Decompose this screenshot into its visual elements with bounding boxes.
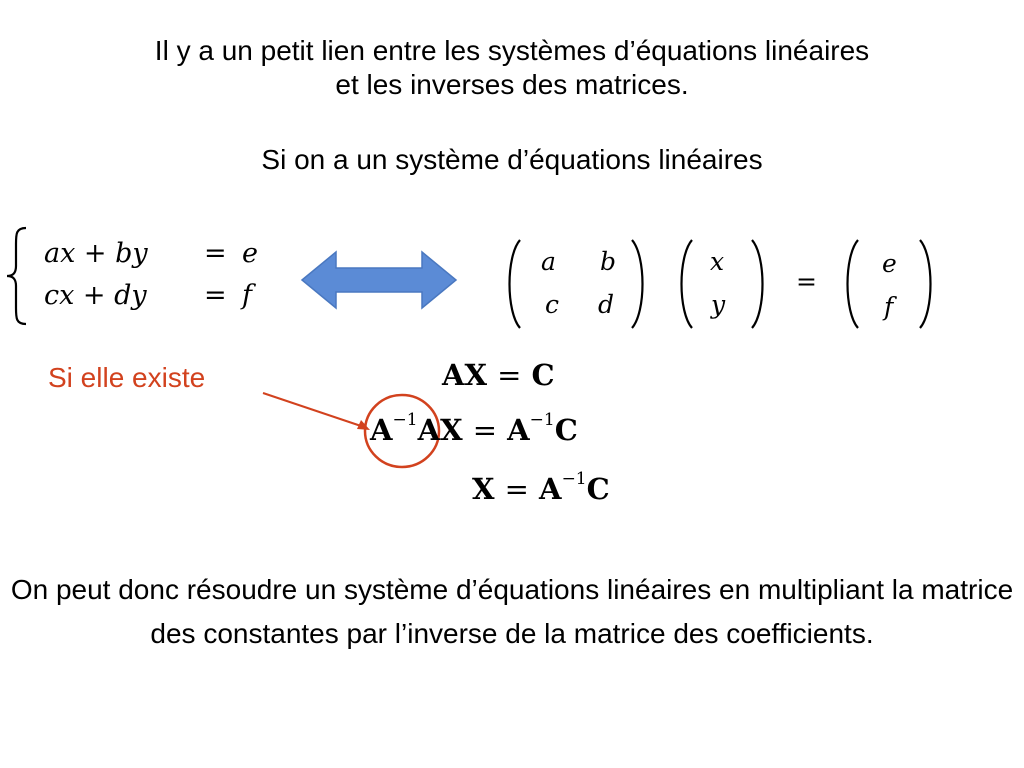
intro-text — [0, 34, 1024, 102]
row1-equals: = — [204, 238, 227, 269]
d1-equals: = — [497, 358, 522, 392]
d1-rhs: C — [531, 358, 555, 392]
d2-exp: −1 — [392, 410, 418, 431]
d1-lhs: AX — [442, 358, 488, 392]
matrix-vars-left-paren — [672, 238, 696, 330]
const-f: f — [884, 292, 894, 321]
matrix-coeff-left-paren — [500, 238, 524, 330]
conclusion-text: On peut donc résoudre un système d’équations linéaires en multipliant la matrice des constantes par l’inverse de la matrice des coefficients. — [10, 574, 1014, 649]
matrix-vars-right-paren — [748, 238, 772, 330]
matrix-equals: = — [796, 267, 817, 296]
coeff-c: c — [545, 290, 560, 319]
d2-rhs-A: A — [507, 413, 530, 447]
coeff-b: b — [600, 247, 617, 276]
matrix-const-left-paren — [838, 238, 862, 330]
coeff-a: a — [541, 247, 556, 276]
row1-lhs: ax + by — [44, 238, 148, 269]
matrix-coeff-right-paren — [628, 238, 652, 330]
row1-rhs: e — [242, 238, 258, 269]
d2-lhs: AX — [417, 413, 463, 447]
intro-line-2: et les inverses des matrices. — [335, 69, 689, 100]
d3-equals: = — [504, 472, 529, 506]
d3-rhs-A: A — [539, 472, 562, 506]
d3-lhs: X — [472, 472, 495, 506]
intro-line-1: Il y a un petit lien entre les systèmes d’équations linéaires — [154, 35, 870, 66]
d3-rhs-C: C — [586, 472, 610, 506]
d2-A: A — [370, 413, 393, 447]
double-arrow-icon — [300, 250, 458, 310]
row2-lhs: cx + dy — [44, 280, 147, 311]
annotation-label: Si elle existe — [48, 362, 206, 393]
row2-equals: = — [204, 280, 227, 311]
matrix-const-right-paren — [916, 238, 940, 330]
row2-rhs: f — [242, 280, 252, 311]
d3-rhs-exp: −1 — [561, 469, 587, 490]
lead-text: Si on a un système d’équations linéaires — [261, 144, 763, 175]
d2-rhs-exp: −1 — [529, 410, 555, 431]
var-y: y — [711, 290, 726, 319]
derivation-line-3 — [472, 469, 610, 506]
const-e: e — [882, 249, 897, 278]
derivation-line-1 — [442, 358, 555, 392]
d2-rhs-C: C — [554, 413, 578, 447]
left-brace — [4, 226, 30, 326]
coeff-d: d — [598, 290, 615, 319]
system-row-1 — [44, 238, 258, 269]
var-x: x — [710, 247, 725, 276]
derivation-line-2 — [370, 410, 578, 447]
system-row-2 — [44, 280, 252, 311]
d2-equals: = — [472, 413, 498, 447]
